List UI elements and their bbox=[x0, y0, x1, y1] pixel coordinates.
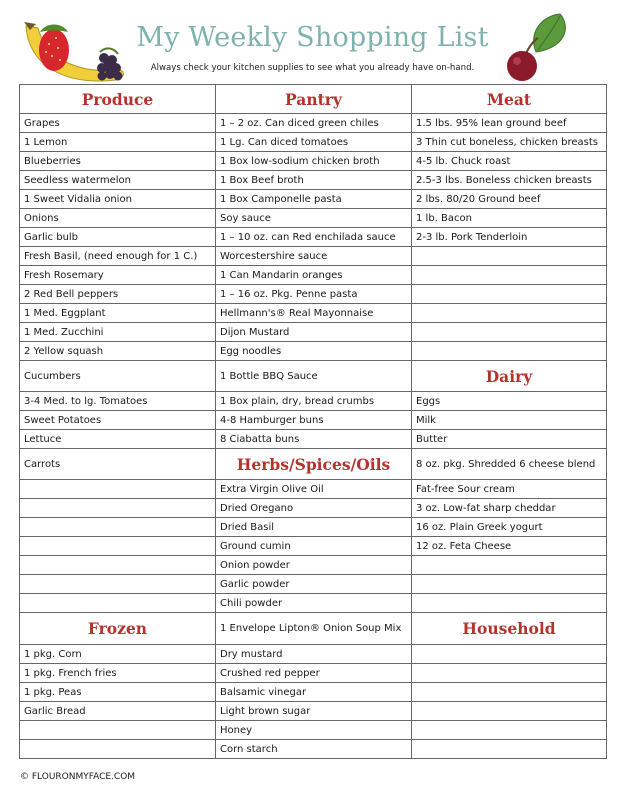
list-item: Dried Oregano bbox=[216, 499, 412, 518]
empty-cell bbox=[20, 556, 216, 575]
empty-cell bbox=[412, 266, 607, 285]
list-item: 1.5 lbs. 95% lean ground beef bbox=[412, 114, 607, 133]
table-row bbox=[20, 152, 607, 171]
list-item: 1 Bottle BBQ Sauce bbox=[216, 361, 412, 392]
list-item: 1 – 16 oz. Pkg. Penne pasta bbox=[216, 285, 412, 304]
list-item: Balsamic vinegar bbox=[216, 683, 412, 702]
table-row bbox=[20, 740, 607, 759]
list-item: Extra Virgin Olive Oil bbox=[216, 480, 412, 499]
list-item: Eggs bbox=[412, 392, 607, 411]
empty-cell bbox=[20, 721, 216, 740]
table-row bbox=[20, 499, 607, 518]
list-item: Sweet Potatoes bbox=[20, 411, 216, 430]
table-row bbox=[20, 645, 607, 664]
list-item: 3 Thin cut boneless, chicken breasts bbox=[412, 133, 607, 152]
empty-cell bbox=[412, 594, 607, 613]
table-row bbox=[20, 361, 607, 392]
list-item: 1 Box Beef broth bbox=[216, 171, 412, 190]
table-row bbox=[20, 190, 607, 209]
empty-cell bbox=[412, 556, 607, 575]
list-item: Ground cumin bbox=[216, 537, 412, 556]
table-row bbox=[20, 430, 607, 449]
table-row bbox=[20, 613, 607, 645]
table-row bbox=[20, 480, 607, 499]
empty-cell bbox=[20, 480, 216, 499]
list-item: 2 Yellow squash bbox=[20, 342, 216, 361]
empty-cell bbox=[412, 721, 607, 740]
list-item: Cucumbers bbox=[20, 361, 216, 392]
list-item: Fresh Basil, (need enough for 1 C.) bbox=[20, 247, 216, 266]
empty-cell bbox=[412, 575, 607, 594]
list-item: Worcestershire sauce bbox=[216, 247, 412, 266]
list-item: 1 pkg. Peas bbox=[20, 683, 216, 702]
frozen-header: Frozen bbox=[20, 613, 216, 645]
list-item: 1 pkg. Corn bbox=[20, 645, 216, 664]
empty-cell bbox=[412, 247, 607, 266]
list-item: Seedless watermelon bbox=[20, 171, 216, 190]
list-item: Egg noodles bbox=[216, 342, 412, 361]
list-item: Crushed red pepper bbox=[216, 664, 412, 683]
list-item: 1 lb. Bacon bbox=[412, 209, 607, 228]
list-item: Chili powder bbox=[216, 594, 412, 613]
list-item: 2.5-3 lbs. Boneless chicken breasts bbox=[412, 171, 607, 190]
page-header bbox=[0, 0, 625, 84]
table-row bbox=[20, 721, 607, 740]
list-item: 1 – 2 oz. Can diced green chiles bbox=[216, 114, 412, 133]
table-row bbox=[20, 537, 607, 556]
empty-cell bbox=[412, 304, 607, 323]
table-row bbox=[20, 304, 607, 323]
empty-cell bbox=[412, 740, 607, 759]
table-row bbox=[20, 323, 607, 342]
list-item: Honey bbox=[216, 721, 412, 740]
empty-cell bbox=[20, 499, 216, 518]
footer-credit: © FLOURONMYFACE.COM bbox=[20, 772, 136, 782]
list-item: Garlic powder bbox=[216, 575, 412, 594]
list-item: Hellmann's® Real Mayonnaise bbox=[216, 304, 412, 323]
table-row bbox=[20, 594, 607, 613]
list-item: 1 Envelope Lipton® Onion Soup Mix bbox=[216, 613, 412, 645]
table-row bbox=[20, 209, 607, 228]
table-row bbox=[20, 518, 607, 537]
table-row bbox=[20, 449, 607, 480]
list-item: Butter bbox=[412, 430, 607, 449]
list-item: Soy sauce bbox=[216, 209, 412, 228]
pantry-header: Pantry bbox=[216, 85, 412, 114]
table-row bbox=[20, 133, 607, 152]
list-item: Grapes bbox=[20, 114, 216, 133]
household-header: Household bbox=[412, 613, 607, 645]
list-item: 2 lbs. 80/20 Ground beef bbox=[412, 190, 607, 209]
shopping-list-table bbox=[19, 84, 607, 759]
list-item: 2 Red Bell peppers bbox=[20, 285, 216, 304]
empty-cell bbox=[412, 285, 607, 304]
list-item: Fat-free Sour cream bbox=[412, 480, 607, 499]
table-row bbox=[20, 683, 607, 702]
list-item: 1 – 10 oz. can Red enchilada sauce bbox=[216, 228, 412, 247]
empty-cell bbox=[20, 740, 216, 759]
list-item: 4-5 lb. Chuck roast bbox=[412, 152, 607, 171]
list-item: 12 oz. Feta Cheese bbox=[412, 537, 607, 556]
empty-cell bbox=[412, 323, 607, 342]
list-item: 1 Med. Eggplant bbox=[20, 304, 216, 323]
list-item: Onions bbox=[20, 209, 216, 228]
meat-header: Meat bbox=[412, 85, 607, 114]
table-row bbox=[20, 556, 607, 575]
table-row bbox=[20, 285, 607, 304]
table-row bbox=[20, 575, 607, 594]
list-item: Milk bbox=[412, 411, 607, 430]
list-item: Fresh Rosemary bbox=[20, 266, 216, 285]
table-row bbox=[20, 171, 607, 190]
empty-cell bbox=[20, 594, 216, 613]
list-item: Garlic bulb bbox=[20, 228, 216, 247]
list-item: Carrots bbox=[20, 449, 216, 480]
empty-cell bbox=[412, 683, 607, 702]
produce-header: Produce bbox=[20, 85, 216, 114]
empty-cell bbox=[412, 702, 607, 721]
table-row bbox=[20, 228, 607, 247]
list-item: 4-8 Hamburger buns bbox=[216, 411, 412, 430]
list-item: Lettuce bbox=[20, 430, 216, 449]
list-item: 16 oz. Plain Greek yogurt bbox=[412, 518, 607, 537]
list-item: Garlic Bread bbox=[20, 702, 216, 721]
list-item: Blueberries bbox=[20, 152, 216, 171]
empty-cell bbox=[412, 645, 607, 664]
empty-cell bbox=[20, 518, 216, 537]
list-item: 1 Box Camponelle pasta bbox=[216, 190, 412, 209]
table-row bbox=[20, 114, 607, 133]
list-item: 1 Can Mandarin oranges bbox=[216, 266, 412, 285]
list-item: Dried Basil bbox=[216, 518, 412, 537]
table-row bbox=[20, 664, 607, 683]
list-item: 3 oz. Low-fat sharp cheddar bbox=[412, 499, 607, 518]
list-item: Onion powder bbox=[216, 556, 412, 575]
list-item: 1 pkg. French fries bbox=[20, 664, 216, 683]
list-item: Dijon Mustard bbox=[216, 323, 412, 342]
table-row bbox=[20, 247, 607, 266]
page-subtitle: Always check your kitchen supplies to see what you already have on-hand. bbox=[150, 63, 475, 73]
list-item: 1 Med. Zucchini bbox=[20, 323, 216, 342]
list-item: Light brown sugar bbox=[216, 702, 412, 721]
list-item: 1 Lg. Can diced tomatoes bbox=[216, 133, 412, 152]
list-item: 8 Ciabatta buns bbox=[216, 430, 412, 449]
table-row bbox=[20, 411, 607, 430]
list-item: 8 oz. pkg. Shredded 6 cheese blend bbox=[412, 449, 607, 480]
list-item: Corn starch bbox=[216, 740, 412, 759]
list-item: 2-3 lb. Pork Tenderloin bbox=[412, 228, 607, 247]
herbs-header: Herbs/Spices/Oils bbox=[216, 449, 412, 480]
table-row bbox=[20, 702, 607, 721]
list-item: 3-4 Med. to lg. Tomatoes bbox=[20, 392, 216, 411]
empty-cell bbox=[20, 537, 216, 556]
table-row bbox=[20, 392, 607, 411]
list-item: 1 Box plain, dry, bread crumbs bbox=[216, 392, 412, 411]
table-header-row bbox=[20, 85, 607, 114]
list-item: 1 Sweet Vidalia onion bbox=[20, 190, 216, 209]
table-row bbox=[20, 266, 607, 285]
list-item: 1 Box low-sodium chicken broth bbox=[216, 152, 412, 171]
list-item: Dry mustard bbox=[216, 645, 412, 664]
table-row bbox=[20, 342, 607, 361]
empty-cell bbox=[20, 575, 216, 594]
dairy-header: Dairy bbox=[412, 361, 607, 392]
empty-cell bbox=[412, 664, 607, 683]
empty-cell bbox=[412, 342, 607, 361]
fruit-cherry-leaf-icon bbox=[498, 8, 588, 88]
list-item: 1 Lemon bbox=[20, 133, 216, 152]
page-title: My Weekly Shopping List bbox=[136, 22, 489, 53]
